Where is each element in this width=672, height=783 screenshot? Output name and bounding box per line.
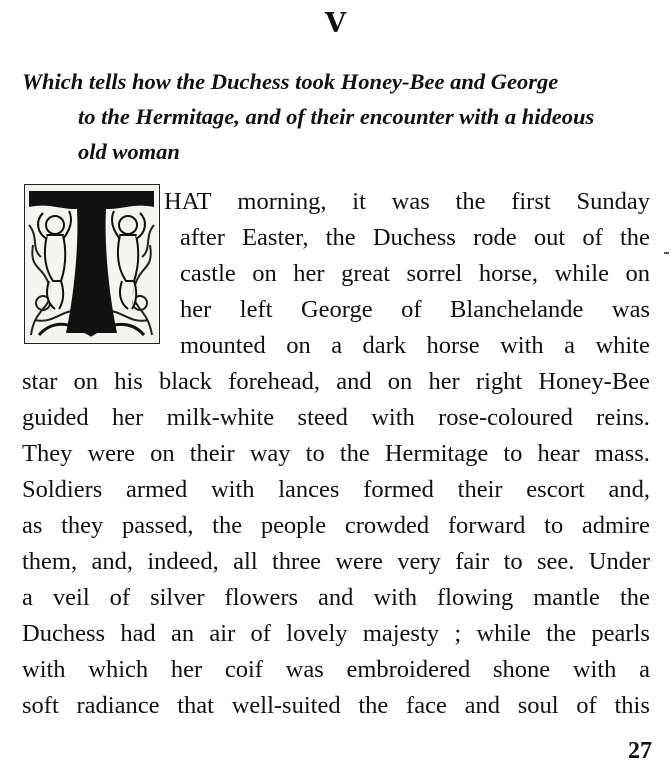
body-word: was bbox=[285, 656, 324, 683]
body-word: with bbox=[572, 656, 617, 683]
body-word: Easter, bbox=[242, 224, 309, 251]
body-word: a bbox=[564, 332, 575, 359]
body-word: they bbox=[61, 512, 104, 539]
body-word: her bbox=[293, 260, 325, 287]
body-word: majesty bbox=[362, 620, 440, 647]
body-word: and, bbox=[91, 548, 133, 575]
body-line bbox=[22, 688, 650, 724]
body-word: escort bbox=[526, 476, 585, 503]
body-word: soft bbox=[22, 692, 59, 719]
body-line bbox=[164, 184, 650, 220]
body-word: while bbox=[476, 620, 531, 647]
body-word: her bbox=[180, 296, 212, 323]
body-word: ; bbox=[454, 620, 462, 647]
body-word: with bbox=[22, 656, 66, 683]
body-word: guided bbox=[22, 404, 89, 431]
body-word: with bbox=[500, 332, 544, 359]
body-word: mass. bbox=[594, 440, 650, 467]
body-word: radiance bbox=[76, 692, 160, 719]
body-word: that bbox=[177, 692, 214, 719]
body-word: way bbox=[249, 440, 291, 467]
body-line bbox=[22, 652, 650, 688]
body-word: of bbox=[250, 620, 271, 647]
body-word: the bbox=[212, 512, 243, 539]
body-line bbox=[22, 508, 650, 544]
body-word: well-suited bbox=[231, 692, 341, 719]
body-word: which bbox=[88, 656, 149, 683]
chapter-summary-line: to the Hermitage, and of their encounter with a hideous bbox=[78, 104, 595, 129]
body-word: their bbox=[457, 476, 503, 503]
body-word: shone bbox=[492, 656, 551, 683]
body-word: their bbox=[189, 440, 235, 467]
body-word: reins. bbox=[596, 404, 650, 431]
body-word: after bbox=[180, 224, 225, 251]
body-word: were bbox=[87, 440, 136, 467]
body-word: lances bbox=[278, 476, 340, 503]
page-number: 27 bbox=[628, 738, 652, 764]
body-word: had bbox=[120, 620, 156, 647]
body-line bbox=[180, 292, 650, 328]
body-word: was bbox=[611, 296, 650, 323]
body-word: her bbox=[170, 656, 203, 683]
body-word: forehead, bbox=[228, 368, 321, 395]
body-word: her bbox=[112, 404, 144, 431]
body-word: very bbox=[397, 548, 441, 575]
body-word: fair bbox=[455, 548, 490, 575]
body-word: to bbox=[503, 440, 523, 467]
body-word: horse, bbox=[478, 260, 539, 287]
body-word: white bbox=[595, 332, 650, 359]
body-word: steed bbox=[297, 404, 348, 431]
body-word: the bbox=[546, 620, 577, 647]
body-word: crowded bbox=[344, 512, 430, 539]
body-word: Honey-Bee bbox=[538, 368, 650, 395]
body-line bbox=[180, 328, 650, 364]
body-word: embroidered bbox=[346, 656, 471, 683]
dropcap-illustration-icon bbox=[25, 185, 158, 342]
body-word: silver bbox=[150, 584, 205, 611]
body-line bbox=[180, 256, 650, 292]
body-word: her bbox=[428, 368, 460, 395]
body-word: lovely bbox=[286, 620, 348, 647]
body-word: face bbox=[406, 692, 447, 719]
body-word: a bbox=[331, 332, 343, 359]
body-word: with bbox=[373, 584, 417, 611]
body-word: milk-white bbox=[166, 404, 275, 431]
body-word: flowers bbox=[224, 584, 299, 611]
body-word: mounted bbox=[180, 332, 266, 359]
body-word: this bbox=[614, 692, 650, 719]
body-word: Blanchelande bbox=[450, 296, 584, 323]
ornamental-dropcap-t bbox=[24, 184, 160, 344]
body-word: on bbox=[252, 260, 277, 287]
body-word: of bbox=[401, 296, 422, 323]
body-word: sorrel bbox=[406, 260, 463, 287]
body-line bbox=[22, 544, 650, 580]
body-word: people bbox=[260, 512, 327, 539]
body-word: rode bbox=[473, 224, 517, 251]
body-word: an bbox=[170, 620, 195, 647]
body-word: hear bbox=[537, 440, 580, 467]
body-word: to bbox=[305, 440, 325, 467]
body-word: Sunday bbox=[576, 188, 650, 215]
body-word: George bbox=[300, 296, 373, 323]
body-word: air bbox=[209, 620, 236, 647]
body-line bbox=[22, 616, 650, 652]
body-word: and bbox=[318, 584, 354, 611]
body-line bbox=[22, 580, 650, 616]
body-word: castle bbox=[180, 260, 236, 287]
body-word: a bbox=[22, 584, 33, 611]
body-word: dark bbox=[362, 332, 407, 359]
body-word: see. bbox=[536, 548, 575, 575]
body-word: Hermitage bbox=[384, 440, 489, 467]
body-word: of bbox=[582, 224, 603, 251]
body-word: flowing bbox=[437, 584, 514, 611]
body-word: the bbox=[339, 440, 370, 467]
body-word: mantle bbox=[533, 584, 600, 611]
body-word: them, bbox=[22, 548, 78, 575]
chapter-summary-line: Which tells how the Duchess took Honey-Bee and George bbox=[22, 69, 559, 94]
chapter-summary bbox=[22, 64, 656, 169]
body-word: first bbox=[511, 188, 551, 215]
body-word: rose-coloured bbox=[438, 404, 573, 431]
body-word: all bbox=[233, 548, 258, 575]
body-word: Soldiers bbox=[22, 476, 103, 503]
body-word: were bbox=[335, 548, 383, 575]
body-word: the bbox=[455, 188, 486, 215]
body-word: on bbox=[625, 260, 650, 287]
body-line bbox=[180, 220, 650, 256]
body-word: as bbox=[22, 512, 43, 539]
body-line bbox=[22, 364, 650, 400]
body-word: with bbox=[210, 476, 255, 503]
body-word: and bbox=[336, 368, 372, 395]
body-word: his bbox=[114, 368, 143, 395]
body-word: formed bbox=[363, 476, 434, 503]
chapter-summary-line: old woman bbox=[78, 139, 180, 164]
body-word: passed, bbox=[122, 512, 194, 539]
body-word: on bbox=[73, 368, 99, 395]
body-line bbox=[22, 400, 650, 436]
body-word: armed bbox=[126, 476, 188, 503]
body-word: left bbox=[239, 296, 273, 323]
body-word: a bbox=[639, 656, 650, 683]
body-word: forward bbox=[447, 512, 526, 539]
body-word: was bbox=[391, 188, 430, 215]
body-word: on bbox=[286, 332, 311, 359]
body-word: of bbox=[576, 692, 597, 719]
body-word: admire bbox=[581, 512, 650, 539]
body-word: on bbox=[387, 368, 413, 395]
body-word: great bbox=[341, 260, 391, 287]
body-word: to bbox=[544, 512, 564, 539]
body-word: Duchess bbox=[372, 224, 456, 251]
body-word: star bbox=[22, 368, 58, 395]
body-word: pearls bbox=[591, 620, 650, 647]
body-word: veil bbox=[52, 584, 90, 611]
body-word: black bbox=[158, 368, 213, 395]
body-word: indeed, bbox=[147, 548, 219, 575]
body-word: out bbox=[533, 224, 566, 251]
body-word: They bbox=[22, 440, 73, 467]
body-word: HAT bbox=[164, 188, 212, 215]
body-word: the bbox=[619, 584, 650, 611]
body-word: and, bbox=[608, 476, 650, 503]
body-word: right bbox=[475, 368, 523, 395]
body-word: the bbox=[620, 224, 650, 251]
body-word: three bbox=[272, 548, 321, 575]
body-word: to bbox=[503, 548, 523, 575]
body-word: horse bbox=[426, 332, 480, 359]
body-word: the bbox=[358, 692, 389, 719]
body-word: it bbox=[352, 188, 366, 215]
body-word: Under bbox=[588, 548, 650, 575]
chapter-number: V bbox=[325, 8, 347, 39]
body-word: and bbox=[464, 692, 500, 719]
body-word: soul bbox=[517, 692, 559, 719]
body-word: Duchess bbox=[22, 620, 106, 647]
body-word: the bbox=[325, 224, 356, 251]
body-word: morning, bbox=[237, 188, 327, 215]
body-word: on bbox=[150, 440, 175, 467]
body-word: with bbox=[371, 404, 415, 431]
margin-mark bbox=[664, 252, 669, 254]
body-word: coif bbox=[224, 656, 263, 683]
body-line bbox=[22, 436, 650, 472]
body-word: of bbox=[109, 584, 131, 611]
body-line bbox=[22, 472, 650, 508]
body-word: while bbox=[554, 260, 609, 287]
